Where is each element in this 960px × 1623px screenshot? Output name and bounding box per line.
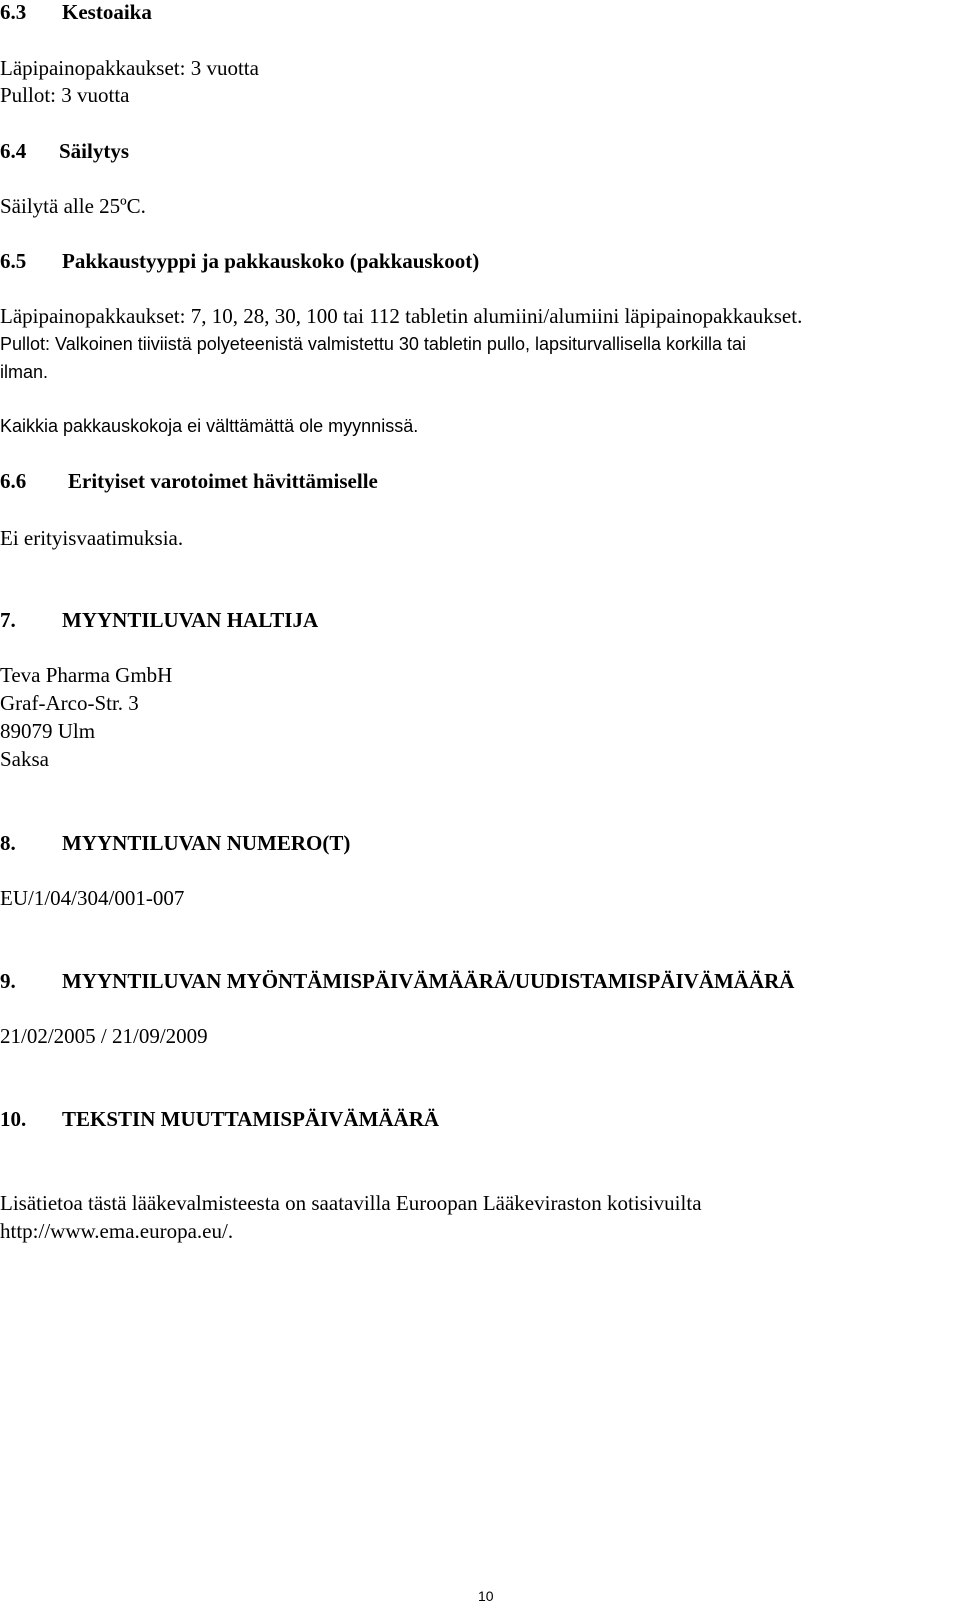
section-8-heading: 8. MYYNTILUVAN NUMERO(T) — [0, 831, 351, 855]
holder-street: Graf-Arco-Str. 3 — [0, 691, 139, 715]
holder-name: Teva Pharma GmbH — [0, 663, 173, 687]
packaging-blister: Läpipainopakkaukset: 7, 10, 28, 30, 100 tai 112 tabletin alumiini/alumiini läpipainopakkaukset. — [0, 304, 803, 328]
packaging-bottle: Pullot: Valkoinen tiiviistä polyeteenistä valmistettu 30 tabletin pullo, lapsiturvallisella korkilla tai — [0, 334, 747, 354]
ema-link[interactable]: http://www.ema.europa.eu/. — [0, 1219, 234, 1243]
holder-country: Saksa — [0, 747, 49, 771]
more-info-text: Lisätietoa tästä lääkevalmisteesta on saatavilla Euroopan Lääkeviraston kotisivuilta — [0, 1191, 702, 1215]
section-6-4-heading: 6.4 Säilytys — [0, 139, 130, 163]
section-9-heading: 9. MYYNTILUVAN MYÖNTÄMISPÄIVÄMÄÄRÄ/UUDISTAMISPÄIVÄMÄÄRÄ — [0, 969, 795, 993]
section-7-heading: 7. MYYNTILUVAN HALTIJA — [0, 608, 319, 632]
section-10-heading: 10. TEKSTIN MUUTTAMISPÄIVÄMÄÄRÄ — [0, 1107, 440, 1131]
page-number: 10 — [478, 1588, 494, 1604]
storage-text: Säilytä alle 25ºC. — [0, 194, 146, 218]
shelf-life-bottle: Pullot: 3 vuotta — [0, 83, 130, 107]
packaging-availability: Kaikkia pakkauskokoja ei välttämättä ole myynnissä. — [0, 416, 419, 436]
shelf-life-blister: Läpipainopakkaukset: 3 vuotta — [0, 56, 259, 80]
authorisation-number: EU/1/04/304/001-007 — [0, 886, 185, 910]
section-6-3-heading: 6.3 Kestoaika — [0, 0, 152, 24]
holder-city: 89079 Ulm — [0, 719, 96, 743]
section-6-5-heading: 6.5 Pakkaustyyppi ja pakkauskoko (pakkauskoot) — [0, 249, 480, 273]
authorisation-dates: 21/02/2005 / 21/09/2009 — [0, 1024, 208, 1048]
section-6-6-heading: 6.6 Erityiset varotoimet hävittämiselle — [0, 469, 378, 493]
disposal-text: Ei erityisvaatimuksia. — [0, 526, 184, 550]
packaging-bottle-cont: ilman. — [0, 362, 49, 382]
